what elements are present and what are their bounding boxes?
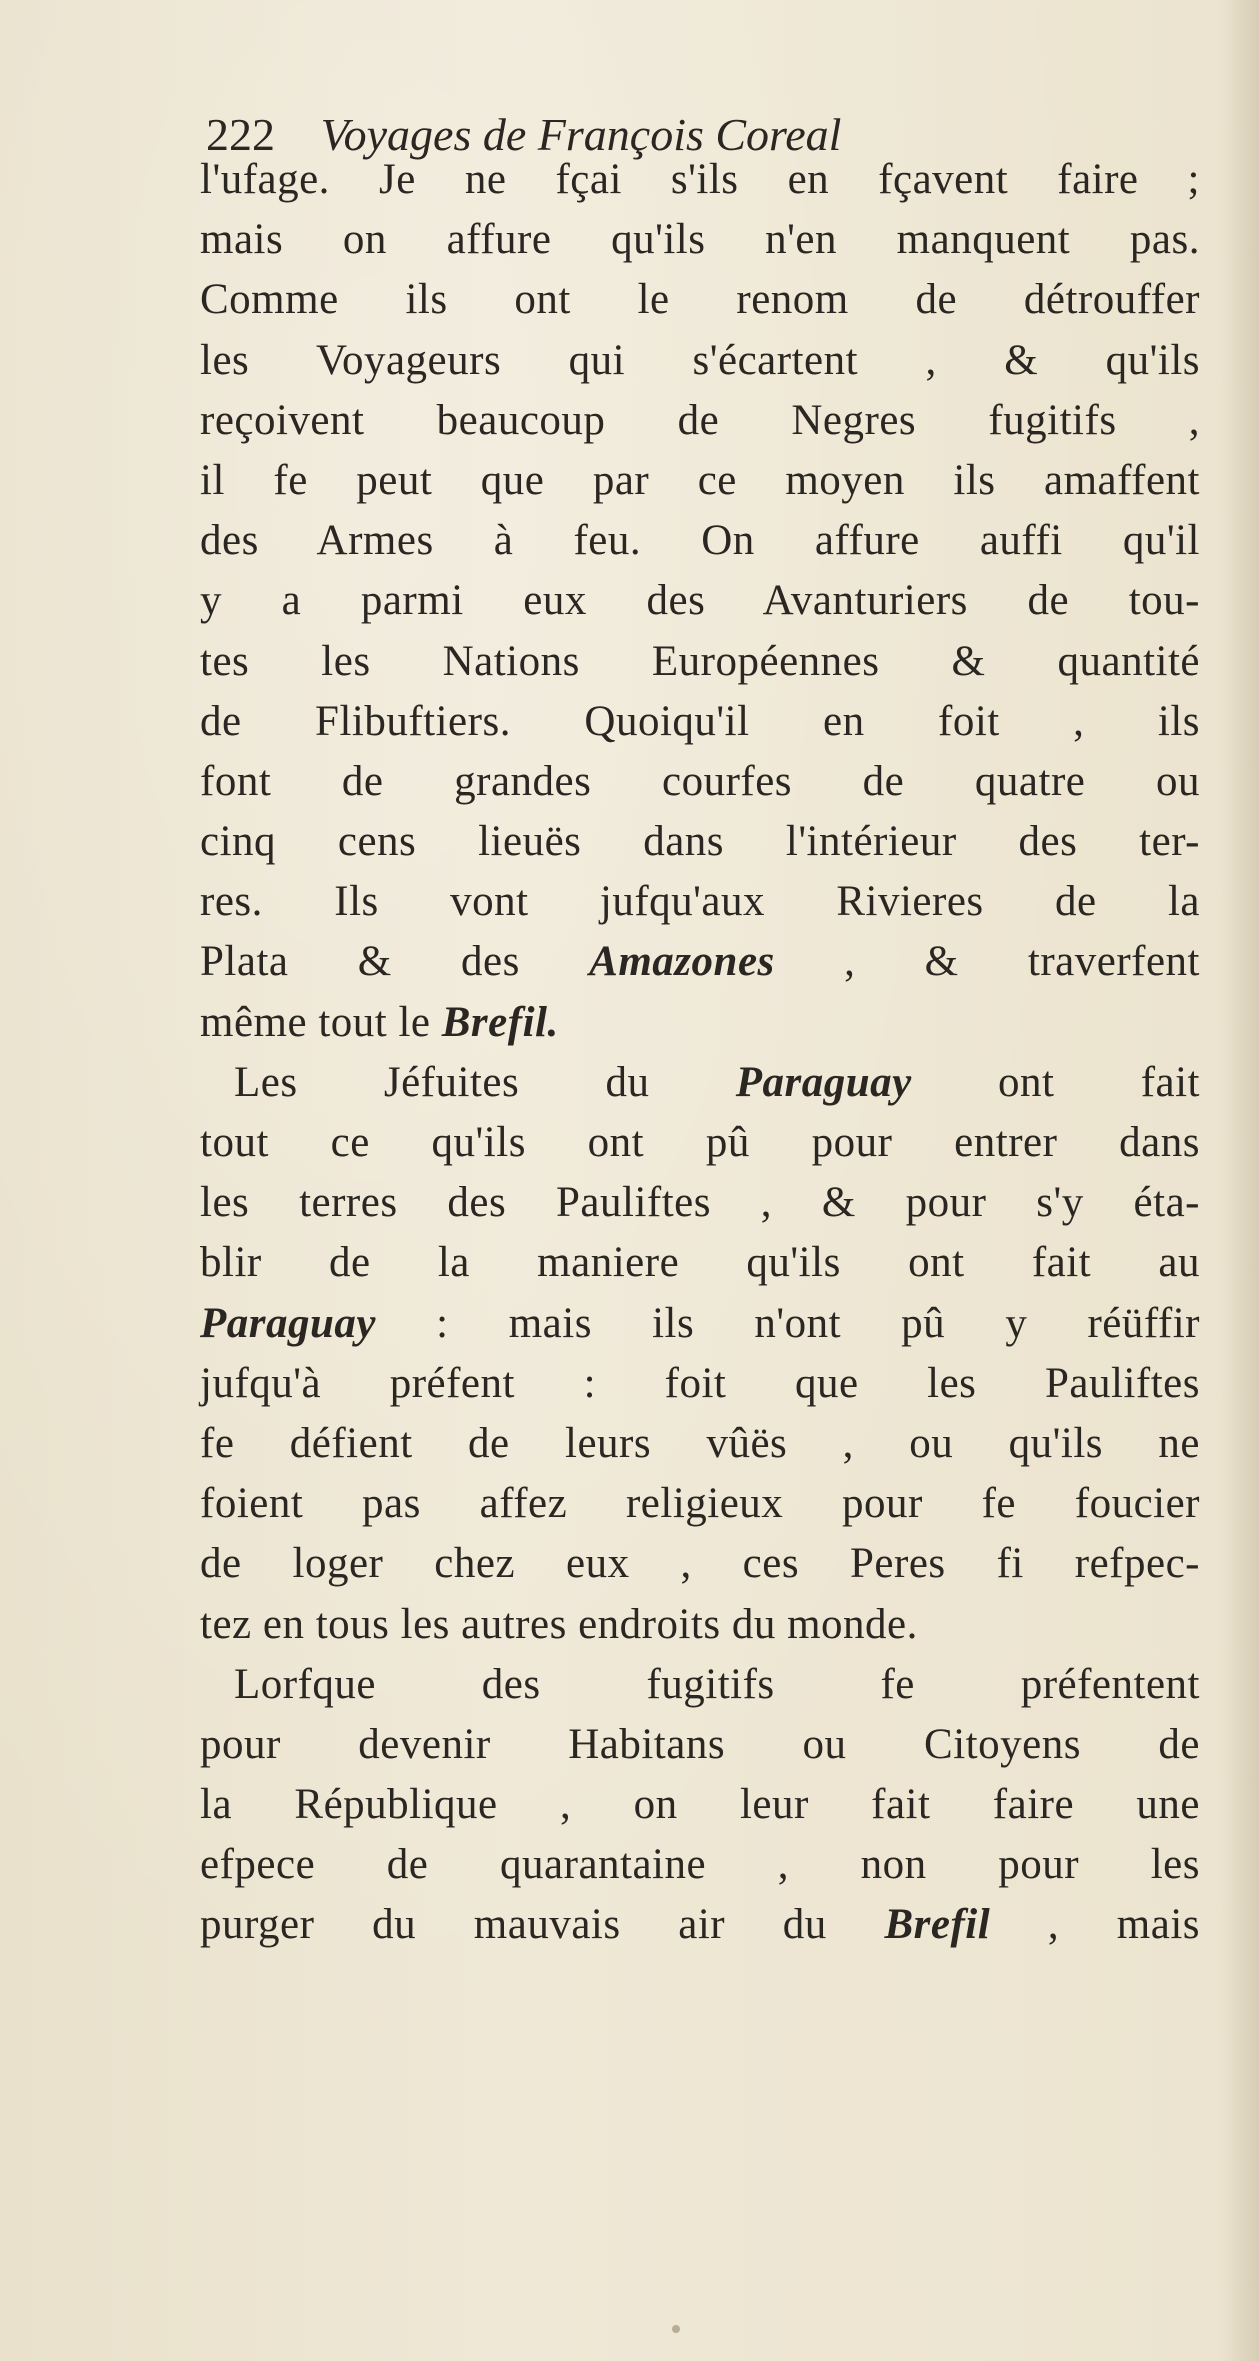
page-number: 222 — [206, 109, 275, 160]
page-gutter-shadow — [1219, 0, 1259, 2361]
text-line — [200, 210, 1200, 270]
text-run: pour devenir Habitans ou Citoyens de — [200, 1720, 1200, 1768]
text-run: purger du mauvais air du — [200, 1901, 885, 1949]
text-run: il fe peut que par ce moyen ils amaffent — [200, 456, 1200, 504]
text-run: jufqu'à préfent : foit que les Pauliftes — [200, 1359, 1200, 1407]
text-line — [200, 1173, 1200, 1233]
text-line — [200, 331, 1200, 391]
text-run: Comme ils ont le renom de détrouffer — [200, 276, 1200, 324]
text-run: y a parmi eux des Avanturiers de tou- — [200, 577, 1200, 625]
italic-term: Paraguay — [200, 1299, 376, 1347]
text-run: efpece de quarantaine , non pour les — [200, 1841, 1200, 1889]
text-run: : mais ils n'ont pû y réüffir — [376, 1299, 1200, 1347]
paper-speck — [672, 2325, 680, 2333]
text-line — [200, 1835, 1200, 1895]
text-run: reçoivent beaucoup de Negres fugitifs , — [200, 396, 1200, 444]
text-run: des Armes à feu. On affure auffi qu'il — [200, 517, 1200, 565]
body-text — [200, 150, 1200, 1956]
text-line — [200, 511, 1200, 571]
text-run: les terres des Pauliftes , & pour s'y éta- — [200, 1179, 1200, 1227]
text-run: foient pas affez religieux pour fe foucier — [200, 1480, 1200, 1528]
text-line — [200, 1595, 1200, 1655]
text-line — [200, 1775, 1200, 1835]
text-run: ont fait — [911, 1058, 1201, 1106]
text-run: de Flibuftiers. Quoiqu'il en foit , ils — [200, 697, 1200, 745]
text-line — [200, 812, 1200, 872]
text-run: la République , on leur fait faire une — [200, 1781, 1200, 1829]
text-line — [200, 1534, 1200, 1594]
text-line — [200, 571, 1200, 631]
text-run: l'ufage. Je ne fçai s'ils en fçavent faire ; — [200, 156, 1200, 203]
italic-term: Brefil — [884, 1901, 991, 1949]
text-run: mais on affure qu'ils n'en manquent pas. — [200, 216, 1200, 264]
text-run: tez en tous les autres endroits du monde. — [200, 1600, 918, 1648]
text-run: , mais — [990, 1901, 1200, 1949]
text-line — [200, 1233, 1200, 1293]
text-run: , & traverfent — [774, 938, 1200, 986]
text-run: tes les Nations Européennes & quantité — [200, 637, 1200, 685]
text-run: fe défient de leurs vûës , ou qu'ils ne — [200, 1419, 1200, 1467]
text-run: blir de la maniere qu'ils ont fait au — [200, 1239, 1200, 1287]
text-line — [200, 1053, 1200, 1113]
running-title: Voyages de François Coreal — [320, 109, 842, 160]
text-run: les Voyageurs qui s'écartent , & qu'ils — [200, 336, 1200, 384]
italic-term: Brefil. — [441, 998, 559, 1046]
text-line — [200, 872, 1200, 932]
text-line — [200, 1895, 1200, 1955]
text-run: tout ce qu'ils ont pû pour entrer dans — [200, 1119, 1200, 1166]
italic-term: Amazones — [589, 938, 775, 986]
text-run: cinq cens lieuës dans l'intérieur des ter- — [200, 818, 1200, 866]
text-run: de loger chez eux , ces Peres fi refpec- — [200, 1540, 1200, 1588]
text-line — [200, 1113, 1200, 1173]
text-line — [200, 451, 1200, 511]
text-line — [200, 993, 1200, 1053]
text-line — [200, 752, 1200, 812]
text-line — [200, 1414, 1200, 1474]
text-run: même tout le — [200, 998, 442, 1046]
text-line — [200, 1354, 1200, 1414]
text-line — [200, 270, 1200, 330]
text-line — [200, 391, 1200, 451]
text-run: Les Jéfuites du — [234, 1058, 736, 1106]
text-line — [200, 1474, 1200, 1534]
text-line — [200, 150, 1200, 210]
italic-term: Paraguay — [735, 1058, 912, 1106]
text-run: Lorfque des fugitifs fe préfentent — [234, 1660, 1200, 1708]
text-run: res. Ils vont jufqu'aux Rivieres de la — [200, 878, 1200, 926]
text-run: Plata & des — [200, 938, 590, 986]
text-line — [200, 632, 1200, 692]
text-line — [200, 1294, 1200, 1354]
text-line — [200, 932, 1200, 992]
text-line — [200, 1655, 1200, 1715]
text-run: font de grandes courfes de quatre ou — [200, 757, 1200, 805]
text-line — [200, 692, 1200, 752]
text-line — [200, 1715, 1200, 1775]
